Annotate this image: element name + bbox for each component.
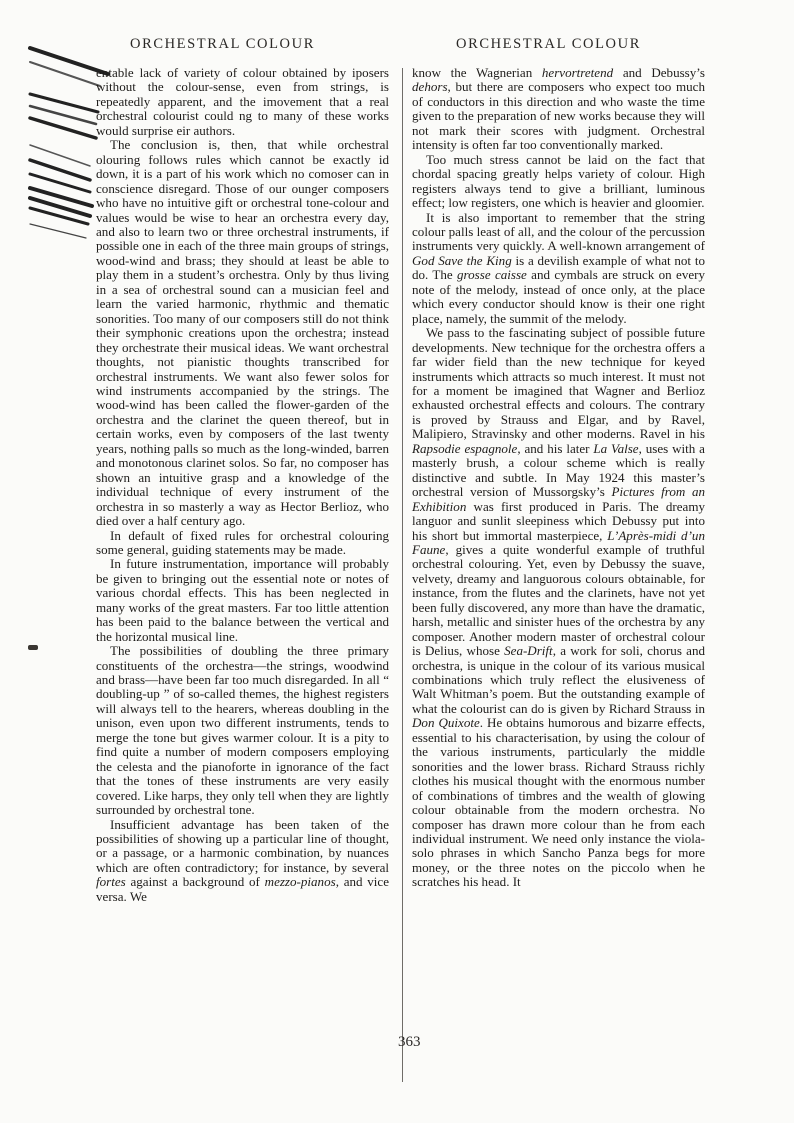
text-run: In default of fixed rules for orchestral colouring some general, guiding statements may be made. — [96, 527, 389, 557]
italic-text: mezzo-pianos — [264, 874, 336, 890]
right-column — [412, 66, 705, 890]
paragraph — [412, 153, 705, 211]
paragraph — [96, 529, 389, 558]
italic-text: hervortretend — [541, 65, 614, 80]
italic-text: fortes — [96, 874, 126, 890]
left-column — [96, 66, 389, 904]
text-run: against a background of — [125, 874, 265, 890]
text-run: entable lack of variety of colour obtained by iposers without the colour-sense, even from strings, is repeatedly apparent, and the imovement that a real orchestral colourist could ng to many of these works would surprise eir authors. — [96, 65, 389, 138]
column-divider — [402, 68, 403, 1082]
italic-text: Sea-Drift — [504, 643, 553, 659]
paragraph — [412, 326, 705, 890]
italic-text: L’Après-midi d’un Faune — [412, 527, 705, 557]
italic-text: dehors — [412, 79, 448, 95]
italic-text: Pictures from an Exhibition — [412, 484, 705, 514]
paragraph — [96, 557, 389, 644]
italic-text: God Save the King — [412, 252, 512, 268]
paragraph — [412, 66, 705, 153]
paragraph — [96, 66, 389, 138]
text-run: is a devilish example of what not to do. The — [412, 252, 705, 283]
text-run: , uses with a masterly brush, a colour scheme which is really distinctive and subtle. In May 1924 this master’s orchestral version of Mussorgsky’s — [412, 440, 705, 500]
scan-mark — [28, 645, 38, 650]
text-run: and cymbals are struck on every note of the melody, instead of once only, at the place which every conductor should know is their one right place, namely, the summit of the melody. — [412, 267, 705, 326]
running-header-left: ORCHESTRAL COLOUR — [130, 36, 315, 52]
text-run: Insufficient advantage has been taken of the possibilities of showing up a particular line of thought, or a passage, or a harmonic combination, by nuances which are often contradictory; for instance, by several — [96, 816, 389, 875]
italic-text: La Valse — [593, 440, 639, 456]
text-run: , gives a quite wonderful example of truthful orchestral colouring. Yet, even by Debussy the suave, velvety, dreamy and languorous colours obtainable, for instance, from the flutes and the clarinets, have not yet been fully discovered, any more than have the dramatic, harsh, metallic and sinister hues of the orchestra by any composer. Another modern master of orchestral colour is Delius, whose — [412, 541, 705, 659]
text-run: know the Wagnerian — [412, 65, 542, 80]
italic-text: grosse caisse — [457, 267, 527, 283]
paragraph — [96, 818, 389, 905]
running-header-right: ORCHESTRAL COLOUR — [456, 36, 641, 52]
text-run: The possibilities of doubling the three primary constituents of the orchestra—the strings, woodwind and brass—have been far too much disregarded. In all “ doubling-up ” of so-called themes, the highest registers will always tell to the hearers, whereas doubling in the unison, even upon two different instruments, tends to merge the tone but gives warmer colour. It is a pity to find quite a number of modern composers employing the celesta and the pianoforte in ignorance of the fact that the tones of these instruments are very easily covered. Like harps, they only tell when they are lightly surrounded by orchestral tone. — [96, 643, 389, 818]
text-run: , but there are composers who expect too much of conductors in this direction and who waste the time given to the preparation of new works because they will not mark their scores with judgment. Orchestral intensity is often far too conventionally marked. — [412, 79, 705, 153]
page-number: 363 — [398, 1034, 421, 1050]
paragraph — [412, 211, 705, 327]
italic-text: Don Quixote — [412, 715, 480, 731]
text-run: It is also important to remember that the string colour palls least of all, and the colour of the percussion instruments very quickly. A well-known arrangement of — [412, 209, 705, 254]
text-run: , a work for soli, chorus and orchestra, is unique in the colour of its various musical combinations which truly reflect the elusiveness of Walt Whitman’s poem. But the outstanding example of what the colourist can do is given by Richard Strauss in — [412, 643, 705, 716]
text-run: was first produced in Paris. The dreamy languor and sunlit sleepiness which Debussy put into his short but immortal masterpiece, — [412, 498, 705, 543]
italic-text: Rapsodie espagnole — [412, 440, 518, 456]
text-run: . He obtains humorous and bizarre effects, essential to his characterisation, by using the colour of the various instruments, particularly the middle sonorities and the lower brass. Richard Strauss richly clothes his musical thought with the enormous number of combinations of timbres and the wealth of glowing colour obtainable from the modern orchestra. No composer has drawn more colour than he from each individual instrument. We need only instance the viola-solo phrases in which Sancho Panza begs for more money, or the three notes on the piccolo when he scratches his head. It — [412, 715, 705, 890]
text-run: The conclusion is, then, that while orchestral olouring follows rules which cannot be exactly id down, it is a part of his work which no comoser can in conscience disregard. Those of our ounger composers who have no intuitive gift or orchestral tone-colour and values would be wise to hear an orchestra every day, and also to learn two or three orchestral instruments, if possible one in each of the three main groups of strings, wood-wind and brass; they should at least be able to play them in a student’s orchestra. Only by thus living in a sea of orchestral sound can a musician feel and learn the varied harmonic, rhythmic and thematic sonorities. Too many of our composers still do not think their symphonic creations upon the orchestra; instead they orchestrate their musical ideas. We want orchestral thoughts, not pianistic thoughts transcribed for orchestral instruments. We want also fewer solos for wind instruments accompanied by the strings. The wood-wind has been called the flower-garden of the orchestra and the clarinet the queen thereof, but in certain works, even by composers of the last twenty years, nothing palls so much as the long-winded, barren and monotonous clarinet solos. So far, no composer has shown an intuitive grasp and a knowledge of the individual technique of every instrument of the orchestra in so masterly a way as Hector Berlioz, who died over a half century ago. — [96, 137, 389, 529]
paragraph — [96, 138, 389, 528]
text-run: Too much stress cannot be laid on the fact that chordal spacing greatly helps variety of colour. High registers always tend to give a brilliant, luminous effect; low registers, one which is heavier and gloomier. — [412, 151, 705, 211]
paragraph — [96, 644, 389, 817]
text-run: We pass to the fascinating subject of possible future developments. New technique for the orchestra offers a far wider field than the new technique for keyed instruments which attracts so much interest. It must not for a moment be imagined that Wagner and Berlioz exhausted orchestral effects and colours. The contrary is proved by Strauss and Elgar, and by Ravel, Malipiero, Stravinsky and other moderns. Ravel in his — [412, 325, 705, 442]
text-run: , and vice versa. We — [96, 874, 390, 904]
text-run: , and his later — [517, 440, 594, 456]
text-run: and Debussy’s — [613, 65, 705, 80]
text-run: In future instrumentation, importance will probably be given to bringing out the essential note or notes of various chordal effects. This has been neglected in many works of the great masters. Far too little attention has been paid to the balance between the vertical and the horizontal musical line. — [96, 556, 389, 644]
